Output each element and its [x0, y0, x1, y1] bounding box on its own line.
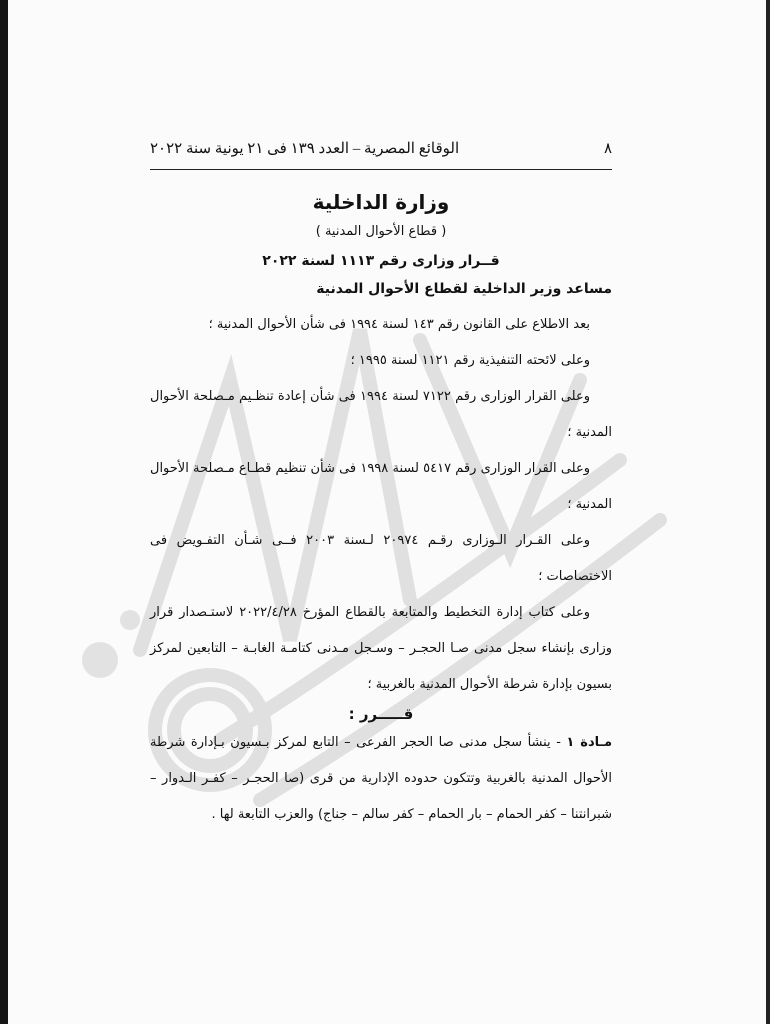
issuing-authority: مساعد وزير الداخلية لقطاع الأحوال المدنية [316, 281, 612, 297]
preamble-clause: بعد الاطلاع على القانون رقم ١٤٣ لسنة ١٩٩٤ فى شأن الأحوال المدنية ؛ [208, 317, 590, 332]
sector-subheading: ( قطاع الأحوال المدنية ) [315, 224, 447, 239]
article-label: مـادة ١ [566, 735, 612, 750]
scan-border-left [0, 0, 8, 1024]
article-text: - ينشأ سجل مدنى صا الحجر الفرعى – التابع لمركز بـسيون بـإدارة شرطة الأحوال المدنية بالغربية وتتكون حدوده الإدارية من قرى (صا الحجـر – كفـر الـدوار – شبرانتنا – كفر الحمام – بار الحمام – كفر سالم – جناج) والعزب التابعة لها . [150, 735, 612, 822]
article-one [150, 725, 612, 833]
gazette-issue-info: الوقائع المصرية – العدد ١٣٩ فى ٢١ يونية سنة ٢٠٢٢ [150, 140, 460, 157]
preamble-clause: وعلى القـرار الـوزارى رقـم ٢٠٩٧٤ لـسنة ٢٠٠٣ فــى شـأن التفـويض فى الاختصاصات ؛ [150, 533, 612, 584]
header-divider [150, 169, 612, 170]
decree-body [150, 182, 612, 833]
ministry-heading: وزارة الداخلية [312, 190, 450, 214]
preamble-clause: وعلى القرار الوزارى رقم ٥٤١٧ لسنة ١٩٩٨ فى شأن تنظيم قطـاع مـصلحة الأحوال المدنية ؛ [150, 461, 612, 512]
page-header [150, 136, 612, 160]
preamble-clause: وعلى كتاب إدارة التخطيط والمتابعة بالقطاع المؤرخ ٢٠٢٢/٤/٢٨ لاستـصدار قرار وزارى بإنشاء سجل مدنى صـا الحجـر – وسـجل مـدنى كتامـة الغابـة – التابعين لمركز بسيون بإدارة شرطة الأحوال المدنية بالغربية ؛ [150, 605, 612, 692]
preamble-clause: وعلى لائحته التنفيذية رقم ١١٢١ لسنة ١٩٩٥ ؛ [350, 353, 590, 368]
preamble-clause: وعلى القرار الوزارى رقم ٧١٢٢ لسنة ١٩٩٤ فى شأن إعادة تنظـيم مـصلحة الأحوال المدنية ؛ [150, 389, 612, 440]
decree-title: قــرار وزارى رقم ١١١٣ لسنة ٢٠٢٢ [262, 253, 500, 269]
page-number: ٨ [603, 140, 612, 157]
scan-border-right [766, 0, 770, 1024]
decision-heading: قـــــرر : [348, 705, 414, 723]
